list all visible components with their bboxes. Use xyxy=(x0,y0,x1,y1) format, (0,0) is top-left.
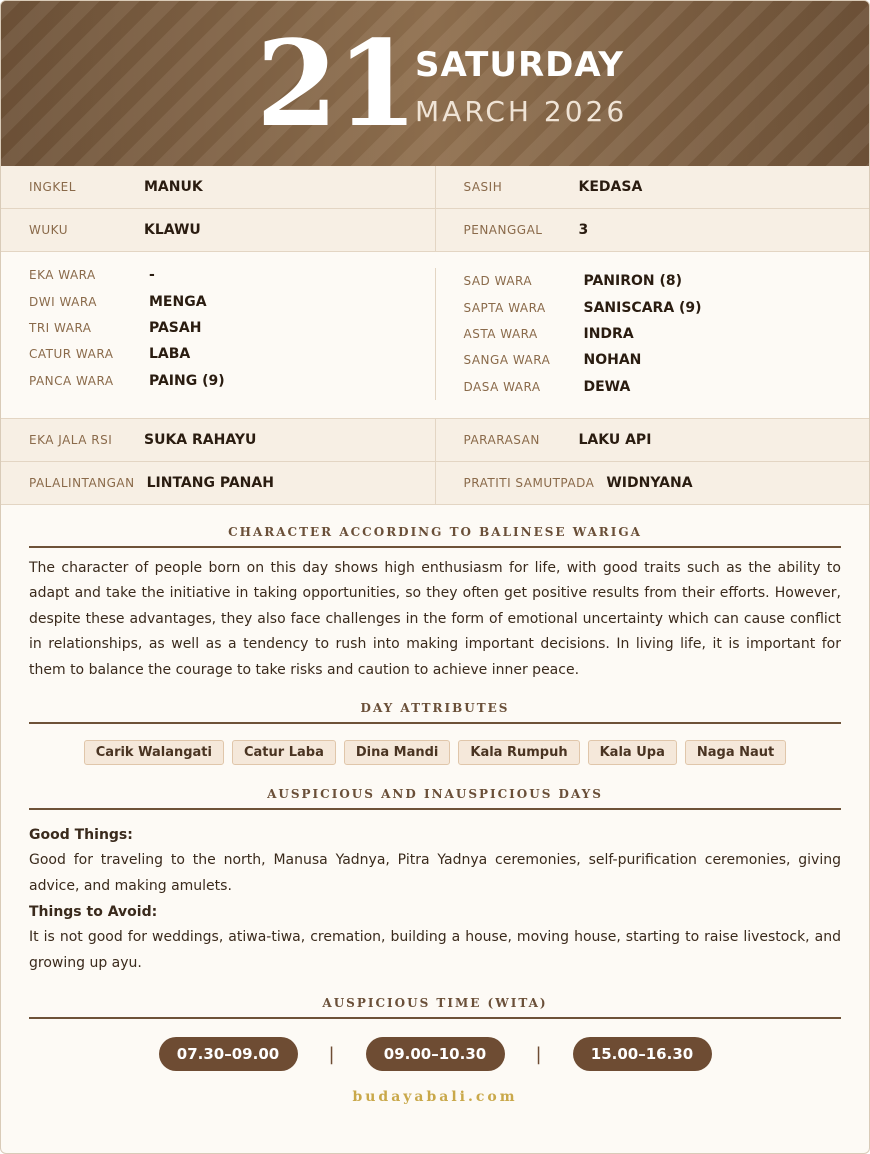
time-separator: | xyxy=(328,1043,335,1065)
attribute-chip: Catur Laba xyxy=(232,740,336,765)
good-things-text: Good for traveling to the north, Manusa Yadnya, Pitra Yadnya ceremonies, self-purification ceremonies, giving advice, and making amulets. xyxy=(29,852,841,894)
info-label: PENANGGAL xyxy=(463,223,543,237)
good-things-heading: Good Things: xyxy=(29,827,133,844)
attribute-chip: Carik Walangati xyxy=(84,740,224,765)
attribute-chip: Kala Rumpuh xyxy=(458,740,579,765)
info-label: INGKEL xyxy=(29,180,76,194)
info-value: LINTANG PANAH xyxy=(146,474,274,491)
info-value: WIDNYANA xyxy=(606,474,693,491)
info-value: KEDASA xyxy=(578,179,643,195)
wara-column-left xyxy=(1,262,435,406)
avoid-text: It is not good for weddings, atiwa-tiwa, cremation, building a house, moving house, starting to raise livestock, and growing up ayu. xyxy=(29,929,841,971)
attribute-chip: Dina Mandi xyxy=(344,740,451,765)
wara-label: PANCA WARA xyxy=(29,373,114,388)
info-label: PALALINTANGAN xyxy=(29,475,135,490)
info-value: LAKU API xyxy=(578,431,652,448)
avoid-heading: Things to Avoid: xyxy=(29,904,158,921)
info-cell xyxy=(1,419,435,461)
wara-label: CATUR WARA xyxy=(29,347,114,362)
wara-label: ASTA WARA xyxy=(463,326,538,341)
wara-value: - xyxy=(149,267,155,284)
wara-label: SAD WARA xyxy=(463,274,533,289)
wara-row xyxy=(464,268,870,294)
wara-value: INDRA xyxy=(583,325,634,342)
wara-row xyxy=(29,368,435,394)
wara-value: MENGA xyxy=(149,293,207,310)
section-title: AUSPICIOUS AND INAUSPICIOUS DAYS xyxy=(29,787,841,810)
wara-value: PASAH xyxy=(149,319,202,336)
time-slot: 15.00–16.30 xyxy=(573,1037,712,1071)
character-section xyxy=(1,525,869,684)
info-row-ingkel xyxy=(1,166,869,209)
info-label: PARARASAN xyxy=(463,432,540,447)
info-label: SASIH xyxy=(463,180,503,194)
date-header xyxy=(1,1,869,166)
wara-label: DASA WARA xyxy=(463,379,541,394)
month-year: MARCH 2026 xyxy=(415,95,628,128)
info-cell xyxy=(1,462,435,504)
wara-row xyxy=(29,341,435,367)
info-cell xyxy=(435,209,870,251)
info-value: MANUK xyxy=(144,179,203,195)
character-text: The character of people born on this day shows high enthusiasm for life, with good traits such as the ability to adapt and take the initiative in taking opportunities, so they often get positive results from their efforts. However, despite these advantages, they also face challenges in the form of emotional uncertainty which can cause conflict in relationships, as well as a tendency to rush into making important decisions. In living life, it is important for them to balance the courage to take risks and caution to achieve inner peace. xyxy=(29,559,841,678)
info-cell xyxy=(435,462,870,504)
wara-row xyxy=(29,288,435,314)
wara-value: DEWA xyxy=(583,378,631,395)
time-slot: 09.00–10.30 xyxy=(366,1037,505,1071)
section-title: AUSPICIOUS TIME (WITA) xyxy=(29,996,841,1019)
wara-row xyxy=(464,374,870,400)
wara-value: SANISCARA (9) xyxy=(583,299,702,316)
wara-label: TRI WARA xyxy=(29,320,92,335)
info-value: SUKA RAHAYU xyxy=(144,431,257,448)
wara-label: SAPTA WARA xyxy=(463,300,546,315)
info-row-wuku xyxy=(1,209,869,252)
wara-row xyxy=(464,294,870,320)
day-name: SATURDAY xyxy=(415,45,625,85)
info-cell xyxy=(1,166,435,208)
wara-row xyxy=(29,262,435,288)
info-cell xyxy=(1,209,435,251)
info-value: KLAWU xyxy=(144,222,201,238)
wara-value: LABA xyxy=(149,346,191,363)
good-things-block xyxy=(29,822,841,976)
wara-label: DWI WARA xyxy=(29,294,97,309)
attribute-chip: Naga Naut xyxy=(685,740,786,765)
attributes-section xyxy=(1,701,869,765)
info-label: WUKU xyxy=(29,223,68,237)
info-cell xyxy=(435,419,870,461)
attribute-chips xyxy=(29,740,841,765)
wara-row xyxy=(464,347,870,373)
wara-value: PANIRON (8) xyxy=(583,273,683,290)
section-title: CHARACTER ACCORDING TO BALINESE WARIGA xyxy=(29,525,841,548)
wara-row xyxy=(29,315,435,341)
info-cell xyxy=(435,166,870,208)
info-row-eka-jala-rsi xyxy=(1,419,869,462)
wara-table xyxy=(1,252,869,419)
site-footer: budayabali.com xyxy=(352,1089,518,1106)
attribute-chip: Kala Upa xyxy=(588,740,677,765)
time-separator: | xyxy=(535,1043,542,1065)
info-label: EKA JALA RSI xyxy=(29,432,113,447)
wara-label: EKA WARA xyxy=(29,268,96,283)
auspicious-time-section xyxy=(1,996,869,1071)
wara-label: SANGA WARA xyxy=(463,353,551,368)
wara-value: PAING (9) xyxy=(149,372,225,389)
wara-column-right xyxy=(435,268,870,400)
info-row-palalintangan xyxy=(1,462,869,505)
info-label: PRATITI SAMUTPADA xyxy=(463,475,595,490)
time-slot: 07.30–09.00 xyxy=(159,1037,298,1071)
day-number: 21 xyxy=(256,14,417,153)
section-title: DAY ATTRIBUTES xyxy=(29,701,841,724)
time-slots xyxy=(29,1037,841,1071)
wara-value: NOHAN xyxy=(583,352,642,369)
info-value: 3 xyxy=(578,222,589,238)
auspicious-section xyxy=(1,787,869,976)
wara-row xyxy=(464,321,870,347)
